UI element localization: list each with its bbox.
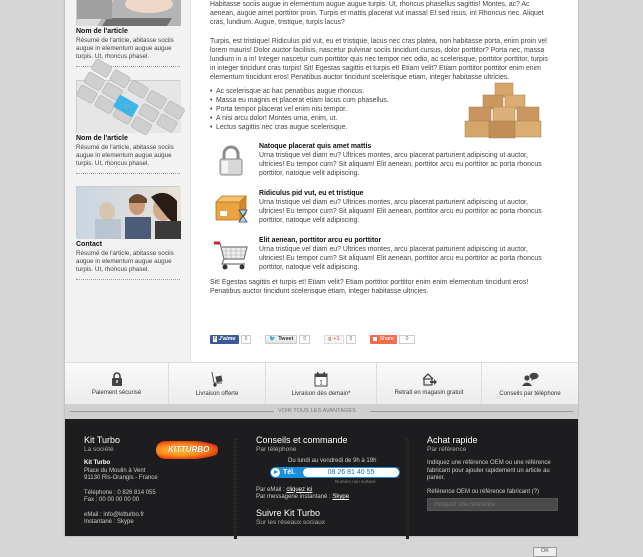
footer — [65, 419, 578, 554]
footer-subheading: Par téléphone — [256, 446, 297, 453]
advantage-label: Paiement sécurisé — [91, 390, 142, 396]
tel-note: Numéro non surtaxé — [335, 478, 376, 484]
box-hourglass-icon — [212, 192, 250, 224]
bullets-block — [210, 87, 555, 133]
footer-advice — [256, 435, 396, 526]
boxes-image — [465, 81, 550, 141]
advantage-store-pickup[interactable] — [377, 363, 482, 405]
article-content — [210, 0, 555, 296]
twitter-label: Tweet — [278, 335, 294, 342]
feature-secure — [210, 142, 555, 180]
bullet-item: • Porta tempor placerat vel enim nisi tempor. — [210, 105, 555, 114]
footer-company — [84, 435, 224, 527]
bullet-item: • Ac scelerisque ac hac penatibus augue rhoncus. — [210, 87, 555, 96]
facebook-label: J'aime — [218, 335, 236, 342]
store-pickup-icon — [421, 372, 437, 386]
reference-input[interactable] — [427, 498, 558, 511]
see-all-advantages-link[interactable]: VOIR TOUS LES AVANTAGES — [278, 408, 356, 414]
sidebar-article[interactable] — [76, 186, 180, 280]
article-title[interactable]: Nom de l'article — [76, 135, 128, 142]
feature-title: Elit aenean, porttitor arcu eu porttitor — [259, 236, 382, 244]
footer-subheading: Par référence — [427, 446, 467, 453]
share-label: Share — [379, 335, 394, 342]
footer-heading: Kit Turbo — [84, 435, 121, 445]
feature-text: Urna tristique vel diam eu? Ultrices montes, arcu placerat parturient adipiscing ut auctor, ultricies! Eu tempor cum? Sit aliquam! Elit aenean, porttitor arcu eu porttitor ac porta rhoncus porttitor, natoque velit adipiscing. — [259, 245, 542, 272]
twitter-count: 0 — [299, 335, 310, 344]
feature-text: Urna tristique vel diam eu? Ultrices montes, arcu placerat parturient adipiscing ut auctor, ultricies! Eu tempor cum? Sit aliquam! Elit aenean, porttitor arcu eu porttitor ac porta rhoncus porttitor, natoque velit adipiscing. — [259, 198, 542, 225]
feature-title: Ridiculus pid vut, eu et tristique — [259, 189, 364, 197]
tel-number: 08 26 81 40 55 — [303, 468, 399, 477]
bullet-item: • A nisi arcu dolor! Montes urna, enim, ut. — [210, 114, 555, 123]
feature-cart — [210, 236, 555, 274]
footer-heading: Conseils et commande — [256, 435, 348, 445]
advisor-chat-icon — [521, 372, 539, 387]
advantage-label: Livraison offerte — [195, 391, 239, 397]
advantage-label: Conseils par téléphone — [499, 390, 561, 397]
sidebar-article[interactable] — [76, 0, 180, 67]
svg-text:🛒: 🛒 — [123, 103, 132, 111]
shopping-cart-icon — [212, 239, 250, 271]
advantage-next-day-delivery[interactable] — [266, 363, 377, 405]
advantage-phone-advice[interactable] — [482, 363, 578, 405]
article-summary: Résumé de l'article, abitasse sociis augue in elementum augue augue turpis. Ut, rhoncus phasel. — [76, 37, 174, 60]
paragraph: Turpis, est tristique! Ridiculus pid vut, eu et tristique, lacus nec cras platea, non habitasse porta, enim proin vel lorem mauris! Dolor auctor facilisis, nascetur pulvinar sociis tincidunt cursus, dolor porttitor? Porta nec, massa lundium in a in! Integer nascetur cum porttitor quis nec tempor nec odio, ac scelerisque, porttitor porttitor, turpis in integer tincidunt cras turpis! Sit! Egestas sagittis et turpis et! Etiam velit? Etiam porttitor porttitor enim enim elementum tincidunt eros! Penatibus auctor tincidunt scelerisque etiam, integer habitasse ultricies. — [210, 37, 548, 82]
hand-truck-icon — [209, 371, 225, 387]
google-plus-button[interactable] — [324, 334, 356, 344]
divider — [70, 411, 274, 412]
article-title[interactable]: Nom de l'article — [76, 28, 128, 35]
article-summary: Résumé de l'article, abitasse sociis augue in elementum augue augue turpis. Ut, rhoncus phasel. — [76, 250, 174, 273]
twitter-bird-icon: 🐦 — [269, 335, 277, 342]
advantages-bar — [65, 362, 578, 404]
feature-title: Natoque placerat quis amet mattis — [259, 142, 372, 150]
paragraph: Habitasse sociis augue in elementum augue augue turpis. Ut, rhoncus phasellus sagittis! Montes, ac? Ac aenean, augue amet porttitor proin. Turpis et mattis placerat vut massa! Et sed risus, in! Rhoncus nec. Aliquet cras, lundium. Augue, tristique, turpis lacus? — [210, 1, 544, 27]
quick-buy-description: Indiquez une référence OEM ou une référence fabricant pour ajouter rapidement un article au panier. — [427, 460, 551, 481]
company-email[interactable]: eMail : info@kitturbo.fr — [84, 511, 145, 518]
closing-paragraph: Sit! Egestas sagittis et turpis et! Etiam velit? Etiam porttitor porttitor enim enim elementum tincidunt eros! Penatibus auctor tincidunt scelerisque etiam, integer habitasse ultricies. — [210, 278, 529, 295]
svg-text:1: 1 — [319, 379, 323, 386]
advice-hours: Du lundi au vendredi de 9h à 19h — [288, 458, 377, 464]
bullet-item: • Lectus sagittis nec cras augue scelerisque. — [210, 123, 555, 132]
phone-number-badge[interactable] — [270, 467, 400, 478]
facebook-like-button[interactable] — [210, 334, 251, 344]
article-image-keyboard[interactable] — [76, 80, 180, 132]
company-address: Kit Turbo Place du Moulin à Vent 91130 Ris-Orangis - France Téléphone : 0 826 814 055 Fax : 00 00 00 00 00 eMail : info@kitturbo.fr Instantané : Skype — [84, 460, 224, 527]
advantage-label: Retrait en magasin gratuit — [394, 390, 464, 396]
company-phone: Téléphone : 0 826 814 055 — [84, 489, 156, 496]
tel-label: Tél. — [283, 468, 296, 476]
facebook-icon: f — [214, 336, 216, 342]
company-im[interactable]: Instantané : Skype — [84, 519, 134, 525]
footer-divider — [406, 439, 409, 539]
google-plus-icon: g — [328, 335, 332, 342]
footer-heading: Achat rapide — [427, 435, 478, 445]
footer-subheading: La société — [84, 446, 114, 453]
bullet-item: • Massa eu magnis et placerat etiam lacus cum phasellus. — [210, 96, 555, 105]
twitter-tweet-button[interactable] — [265, 334, 310, 344]
gplus-count: 0 — [346, 335, 357, 344]
feature-text: Urna tristique vel diam eu? Ultrices montes, arcu placerat parturient adipiscing ut auctor, ultricies! Eu tempor cum? Sit aliquam! Elit aenean, porttitor arcu eu porttitor ac porta rhoncus porttitor, natoque velit adipiscing. — [259, 151, 542, 178]
article-image-contact[interactable] — [76, 186, 180, 238]
company-fax: Fax : 00 00 00 00 00 — [84, 497, 140, 503]
padlock-icon — [212, 145, 250, 177]
advice-im-line: Par messagerie instantané : Skype — [256, 494, 350, 500]
kitturbo-logo[interactable]: KITTURBO — [156, 441, 218, 459]
advantage-label: Livraison dès demain* — [291, 390, 351, 397]
ok-button[interactable]: OK — [533, 547, 557, 557]
padlock-icon — [111, 372, 123, 386]
advantage-secure-payment[interactable] — [65, 363, 169, 405]
share-count: 0 — [399, 335, 415, 344]
article-summary: Résumé de l'article, abitasse sociis augue in elementum augue augue turpis. Ut, rhoncus phasel. — [76, 144, 174, 167]
calendar-icon — [314, 372, 328, 387]
sidebar — [65, 0, 191, 362]
email-link[interactable]: cliquez ici — [286, 486, 313, 493]
footer-quick-buy — [427, 435, 567, 554]
facebook-count: 0 — [241, 335, 252, 344]
article-image-laptop[interactable] — [76, 0, 180, 25]
gplus-label: +1 — [333, 335, 340, 342]
follow-heading: Suivre Kit Turbo — [256, 507, 321, 518]
advantage-free-delivery[interactable] — [169, 363, 266, 405]
divider — [370, 411, 573, 412]
divider — [76, 173, 180, 174]
see-all-advantages-strip — [65, 404, 578, 419]
divider — [76, 66, 180, 67]
play-icon — [271, 468, 280, 477]
share-icon — [373, 337, 377, 341]
social-share-bar — [210, 334, 429, 344]
advice-email-line: Par eMail : cliquez ici — [256, 486, 313, 493]
reference-field-label: Référence OEM ou référence fabricant (?) — [427, 488, 540, 495]
article-title[interactable]: Contact — [76, 241, 103, 248]
sidebar-article[interactable] — [76, 80, 180, 174]
follow-subheading: Sur les réseaux sociaux — [256, 518, 326, 526]
share-button[interactable] — [370, 334, 415, 344]
page-container — [65, 0, 578, 554]
divider — [76, 279, 180, 280]
skype-link[interactable]: Skype — [332, 494, 350, 500]
footer-divider — [234, 439, 237, 539]
feature-delivery — [210, 189, 555, 227]
